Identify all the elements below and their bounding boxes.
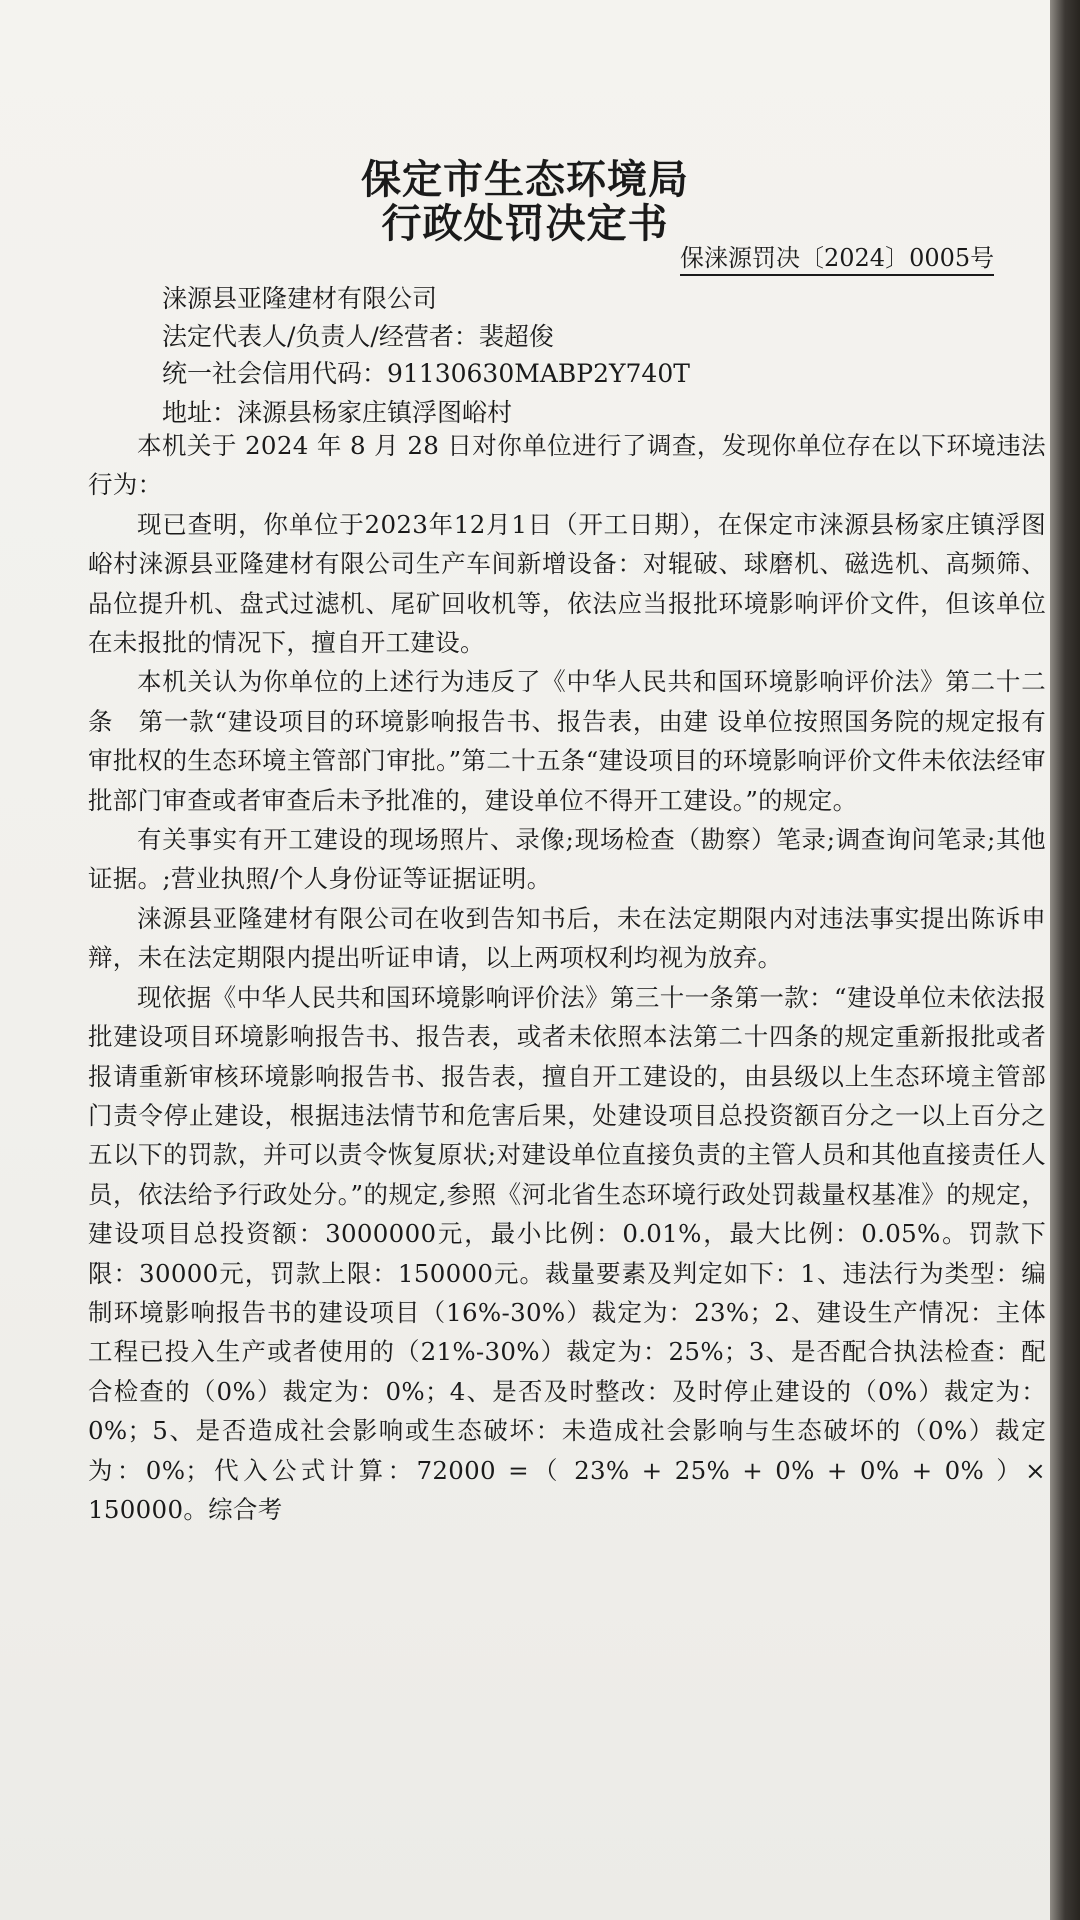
document-title-type: 行政处罚决定书 [381, 200, 669, 247]
party-credit-code: 统一社会信用代码：91130630MABP2Y740T [162, 359, 690, 388]
party-legal-representative: 法定代表人/负责人/经营者：裴超俊 [162, 322, 554, 351]
paragraph-facts: 现已查明，你单位于2023年12月1日（开工日期），在保定市涞源县杨家庄镇浮图峪村涞源县亚隆建材有限公司生产车间新增设备：对辊破、球磨机、磁选机、高频筛、品位提升机、盘式过滤机、尾矿回收机等，依法应当报批环境影响评价文件，但该单位在未报批的情况下，擅自开工建设。 [88, 509, 1046, 658]
paragraph-penalty-basis: 现依据《中华人民共和国环境影响评价法》第三十一条第一款：“建设单位未依法报批建设项目环境影响报告书、报告表，或者未依照本法第二十四条的规定重新报批或者报请重新审核环境影响报告书、报告表，擅自开工建设的，由县级以上生态环境主管部门责令停止建设，根据违法情节和危害后果，处建设项目总投资额百分之一以上百分之五以下的罚款，并可以责令恢复原状;对建设单位直接负责的主管人员和其他直接责任人员，依法给予行政处分。”的规定,参照《河北省生态环境行政处罚裁量权基准》的规定，建设项目总投资额：3000000元，最小比例：0.01%，最大比例：0.05%。罚款下限：30000元，罚款上限：150000元。裁量要素及判定如下：1、违法行为类型：编制环境影响报告书的建设项目（16%-30%）裁定为：23%；2、建设生产情况：主体工程已投入生产或者使用的（21%-30%）裁定为：25%；3、是否配合执法检查：配合检查的（0%）裁定为：0%；4、是否及时整改：及时停止建设的（0%）裁定为：0%；5、是否造成社会影响或生态破坏：未造成社会影响与生态破坏的（0%）裁定为：0%；代入公式计算：72000 =（ 23% + 25% + 0% + 0% + 0% ）× 150000。综合考 [88, 982, 1046, 1524]
paper-shadow-edge [1050, 0, 1080, 1920]
paragraph-evidence: 有关事实有开工建设的现场照片、录像;现场检查（勘察）笔录;调查询问笔录;其他证据。;营业执照/个人身份证等证据证明。 [88, 825, 1046, 894]
paragraph-rights-waived: 涞源县亚隆建材有限公司在收到告知书后，未在法定期限内对违法事实提出陈诉申辩，未在法定期限内提出听证申请，以上两项权利均视为放弃。 [88, 903, 1046, 973]
party-name: 涞源县亚隆建材有限公司 [162, 284, 438, 313]
party-address: 地址：涞源县杨家庄镇浮图峪村 [162, 398, 513, 427]
paragraph-violation: 本机关认为你单位的上述行为违反了《中华人民共和国环境影响评价法》第二十二条 第一款“建设项目的环境影响报告书、报告表，由建 设单位按照国务院的规定报有审批权的生态环境主管部门审批。”第二十五条“建设项目的环境影响评价文件未依法经审批部门审查或者审查后未予批准的，建设单位不得开工建设。”的规定。 [88, 667, 1046, 815]
document-number: 保涞源罚决〔2024〕0005号 [680, 238, 994, 276]
document-body [88, 426, 1046, 1529]
paragraph-investigation: 本机关于 2024 年 8 月 28 日对你单位进行了调查，发现你单位存在以下环境违法行为： [88, 431, 1046, 500]
document-title-agency: 保定市生态环境局 [361, 156, 689, 203]
